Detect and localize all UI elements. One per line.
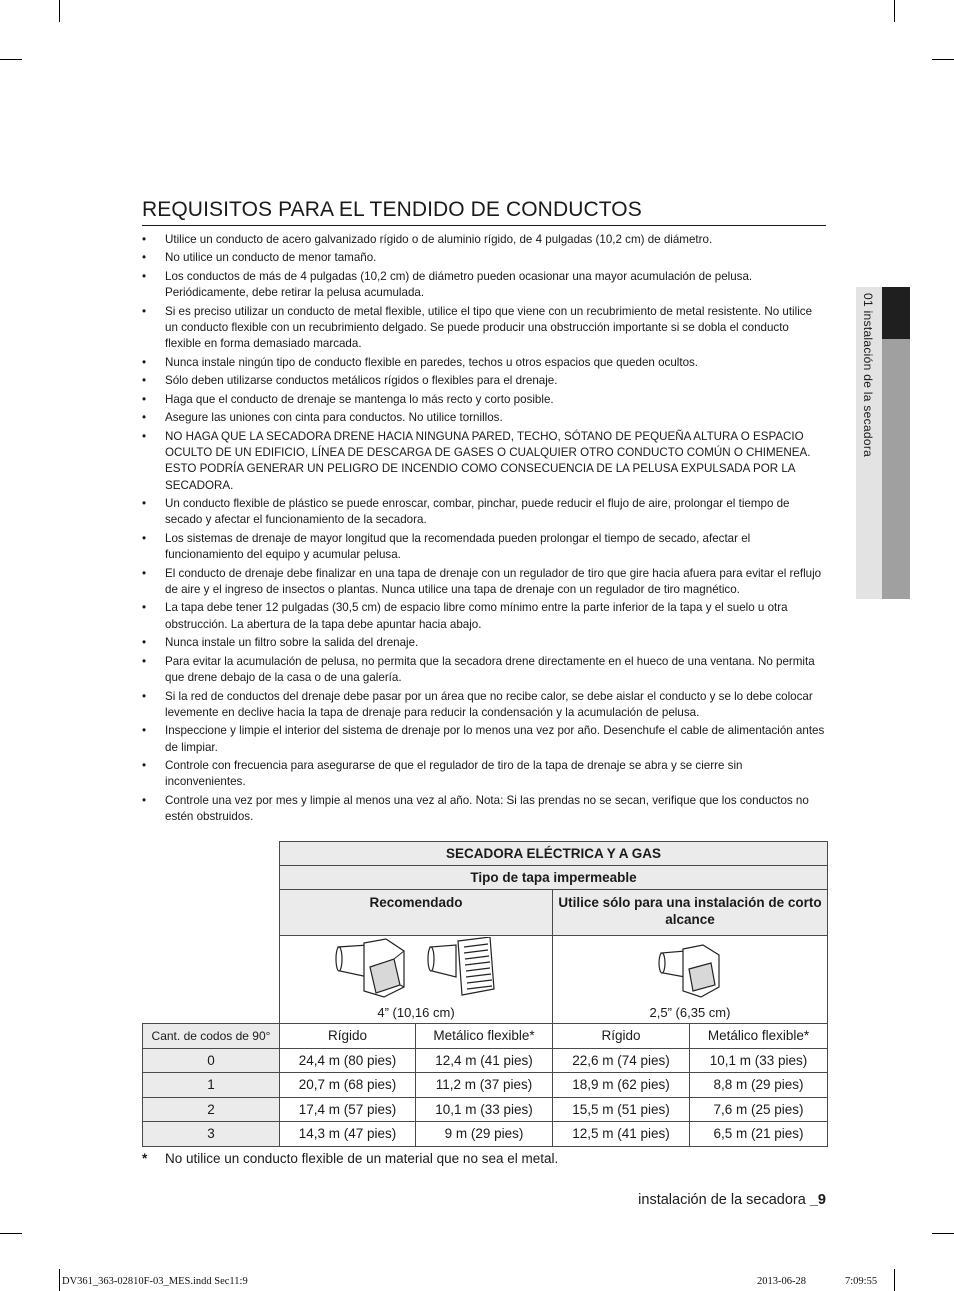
footnote-mark: * (142, 1151, 148, 1166)
page-number: _9 (809, 1192, 826, 1208)
table-header-recommended: Recomendado (280, 890, 553, 936)
recommended-size: 4” (10,16 cm) (377, 1005, 455, 1020)
table-blank-cell (143, 866, 280, 890)
elbows-count: 0 (143, 1048, 280, 1073)
table-header-main: SECADORA ELÉCTRICA Y A GAS (280, 842, 828, 866)
list-item: • Nunca instale un filtro sobre la salida del drenaje. (142, 635, 826, 651)
table-blank-cell (143, 890, 280, 936)
list-item: • Asegure las uniones con cinta para conductos. No utilice tornillos. (142, 410, 826, 426)
footnote-text: No utilice un conducto flexible de un material que no sea el metal. (165, 1151, 559, 1166)
elbows-count: 1 (143, 1073, 280, 1098)
list-item: • Nunca instale ningún tipo de conducto flexible en paredes, techos u otros espacios que queden ocultos. (142, 355, 826, 371)
list-item: • NO HAGA QUE LA SECADORA DRENE HACIA NINGUNA PARED, TECHO, SÓTANO DE PEQUEÑA ALTURA O ESPACIO OCULTO DE UN EDIFICIO, LÍNEA DE DESCARGA DE GASES O CUALQUIER OTRO CONDUCTO COMÚN O CHIMENEA. ESTO PODRÍA GENERAR UN PELIGRO DE INCENDIO COMO CONSECUENCIA DE LA PELUSA EXPULSADA POR LA SECADORA. (142, 429, 826, 494)
rigid-column-header: Rígido (553, 1024, 690, 1049)
short-run-size: 2,5” (6,35 cm) (649, 1005, 731, 1020)
elbows-column-header: Cant. de codos de 90° (143, 1024, 280, 1049)
list-item: • Utilice un conducto de acero galvanizado rígido o de aluminio rígido, de 4 pulgadas (10,2 cm) de diámetro. (142, 232, 826, 248)
table-cell: 12,4 m (41 pies) (416, 1048, 553, 1073)
table-cell: 14,3 m (47 pies) (280, 1122, 416, 1147)
list-item: • Si es preciso utilizar un conducto de metal flexible, utilice el tipo que viene con un recubrimiento de metal resistente. No utilice un conducto flexible con un recubrimiento delgado. Se puede producir una obstrucción importante si se dobla el conducto flexible en forma demasiado marcada. (142, 304, 826, 353)
chapter-tab-bar (882, 339, 910, 599)
list-item: • Sólo deben utilizarse conductos metálicos rígidos o flexibles para el drenaje. (142, 373, 826, 389)
elbows-count: 2 (143, 1097, 280, 1122)
crop-mark (0, 1233, 22, 1234)
table-cell: 8,8 m (29 pies) (690, 1073, 828, 1098)
list-item: • El conducto de drenaje debe finalizar en una tapa de drenaje con un regulador de tiro que gire hacia afuera para evitar el reflujo de aire y el ingreso de insectos o plantas. Nunca utilice una tapa de drenaje con un regulador de tiro magnético. (142, 566, 826, 599)
imprint-file: DV361_363-02810F-03_MES.indd Sec11:9 (62, 1276, 248, 1287)
table-cell: 12,5 m (41 pies) (553, 1122, 690, 1147)
list-item: • Si la red de conductos del drenaje debe pasar por un área que no recibe calor, se debe aislar el conducto y se lo debe colocar levemente en declive hacia la tapa de drenaje para reducir la condensación y la acumulación de pelusa. (142, 689, 826, 722)
louvered-hood-icon (426, 937, 498, 999)
page-title: REQUISITOS PARA EL TENDIDO DE CONDUCTOS (142, 198, 826, 226)
table-cell: 24,4 m (80 pies) (280, 1048, 416, 1073)
table-cell: 7,6 m (25 pies) (690, 1097, 828, 1122)
table-blank-cell (143, 936, 280, 1024)
flex-column-header: Metálico flexible* (416, 1024, 553, 1049)
imprint-date: 2013-06-28 (757, 1276, 806, 1287)
table-header-short-run: Utilice sólo para una instalación de corto alcance (553, 890, 828, 936)
crop-mark (932, 1233, 954, 1234)
crop-mark (932, 59, 954, 60)
crop-mark (894, 0, 895, 22)
crop-mark (894, 1269, 895, 1291)
table-row (143, 1048, 828, 1073)
page-footer (638, 1192, 826, 1208)
list-item: • No utilice un conducto de menor tamaño. (142, 250, 826, 266)
table-cell: 6,5 m (21 pies) (690, 1122, 828, 1147)
elbows-count: 3 (143, 1122, 280, 1147)
table-row (143, 1097, 828, 1122)
table-cell: 17,4 m (57 pies) (280, 1097, 416, 1122)
table-row (143, 1122, 828, 1147)
short-run-hood-cell (553, 936, 828, 1024)
table-blank-cell (143, 842, 280, 866)
list-item: • Los conductos de más de 4 pulgadas (10,2 cm) de diámetro pueden ocasionar una mayor acumulación de pelusa. Periódicamente, debe retirar la pelusa acumulada. (142, 269, 826, 302)
crop-mark (59, 1269, 60, 1291)
chapter-tab-label: 01 instalación de la secadora (861, 293, 875, 458)
list-item: • Los sistemas de drenaje de mayor longitud que la recomendada pueden prolongar el tiempo de secado, afectar el funcionamiento del equipo y acumular pelusa. (142, 531, 826, 564)
table-cell: 20,7 m (68 pies) (280, 1073, 416, 1098)
list-item: • Inspeccione y limpie el interior del sistema de drenaje por lo menos una vez por año. Desenchufe el cable de alimentación antes de limpiar. (142, 723, 826, 756)
requirements-list (142, 232, 826, 828)
table-cell: 10,1 m (33 pies) (690, 1048, 828, 1073)
list-item: • Un conducto flexible de plástico se puede enroscar, combar, pinchar, puede reducir el flujo de aire, prolongar el tiempo de secado y afectar el funcionamiento de la secadora. (142, 496, 826, 529)
list-item: • Controle con frecuencia para asegurarse de que el regulador de tiro de la tapa de drenaje se abra y se cierre sin inconvenientes. (142, 758, 826, 791)
recommended-hoods-cell (280, 936, 553, 1024)
imprint-time: 7:09:55 (845, 1276, 878, 1287)
table-cell: 22,6 m (74 pies) (553, 1048, 690, 1073)
duct-length-table (142, 841, 828, 1147)
flex-column-header: Metálico flexible* (690, 1024, 828, 1049)
table-footnote (142, 1151, 558, 1166)
table-header-sub: Tipo de tapa impermeable (280, 866, 828, 890)
table-cell: 11,2 m (37 pies) (416, 1073, 553, 1098)
list-item: • La tapa debe tener 12 pulgadas (30,5 cm) de espacio libre como mínimo entre la parte inferior de la tapa y el suelo u otra obstrucción. La abertura de la tapa debe apuntar hacia abajo. (142, 600, 826, 633)
list-item: • Haga que el conducto de drenaje se mantenga lo más recto y corto posible. (142, 392, 826, 408)
list-item: • Controle una vez por mes y limpie al menos una vez al año. Nota: Si las prendas no se secan, verifique que los conductos no estén obstruidos. (142, 793, 826, 826)
table-cell: 9 m (29 pies) (416, 1122, 553, 1147)
crop-mark (0, 59, 22, 60)
table-cell: 18,9 m (62 pies) (553, 1073, 690, 1098)
crop-mark (59, 0, 60, 22)
table-cell: 10,1 m (33 pies) (416, 1097, 553, 1122)
rigid-column-header: Rígido (280, 1024, 416, 1049)
list-item: • Para evitar la acumulación de pelusa, no permita que la secadora drene directamente en el hueco de una ventana. No permita que drene debajo de la casa o de una galería. (142, 654, 826, 687)
table-row (143, 1073, 828, 1098)
damper-hood-icon (334, 937, 408, 999)
table-cell: 15,5 m (51 pies) (553, 1097, 690, 1122)
footer-section: instalación de la secadora (638, 1192, 806, 1208)
chapter-tab-marker (882, 287, 910, 339)
short-run-damper-hood-icon (657, 943, 723, 999)
